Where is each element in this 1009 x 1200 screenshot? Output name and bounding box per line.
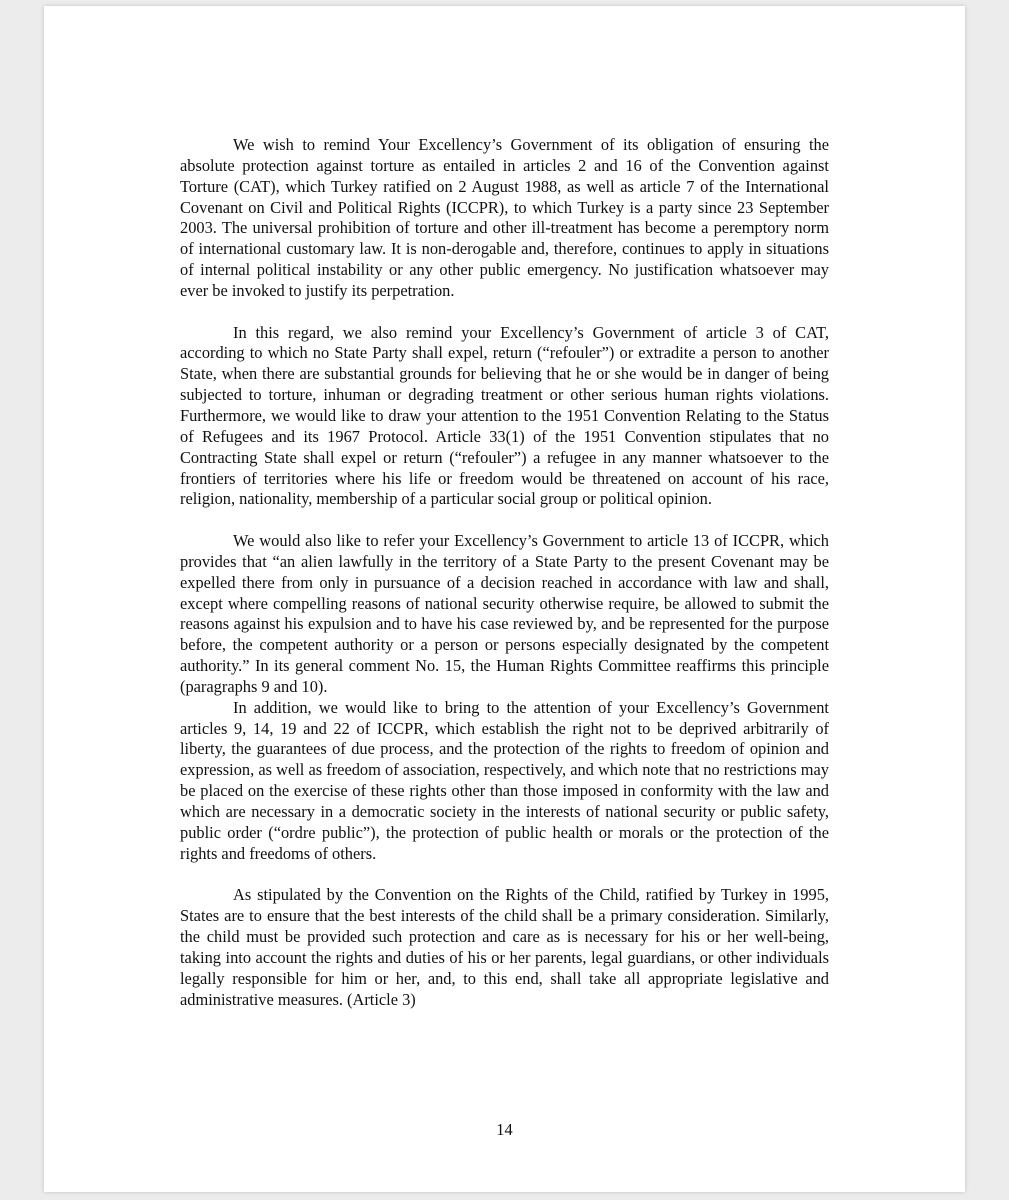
paragraph-due-process-freedoms: In addition, we would like to bring to the attention of your Excellency’s Government articles 9, 14, 19 and 22 of ICCPR, which establish the right not to be deprived arbitrarily of liberty, the guarantees of due process, and the protection of the rights to freedom of opinion and expression, as well as freedom of association, respectively, and which note that no restrictions may be placed on the exercise of these rights other than those imposed in conformity with the law and which are necessary in a democratic society in the interests of national security or public safety, public order (“ordre public”), the protection of public health or morals or the protection of the rights and freedoms of others. — [180, 697, 829, 863]
page-number: 14 — [496, 1120, 513, 1139]
page-body — [180, 135, 829, 1010]
paragraph-rights-of-child: As stipulated by the Convention on the Rights of the Child, ratified by Turkey in 1995, States are to ensure that the best interests of the child shall be a primary consideration. Similarly, the child must be provided such protection and care as is necessary for his or her well-being, taking into account the rights and duties of his or her parents, legal guardians, or other individuals legally responsible for him or her, and, to this end, shall take all appropriate legislative and administrative measures. (Article 3) — [180, 885, 829, 1009]
paragraph-non-refoulement: In this regard, we also remind your Excellency’s Government of article 3 of CAT, according to which no State Party shall expel, return (“refouler”) or extradite a person to another State, when there are substantial grounds for believing that he or she would be in danger of being subjected to torture, inhuman or degrading treatment or other serious human rights violations. Furthermore, we would like to draw your attention to the 1951 Convention Relating to the Status of Refugees and its 1967 Protocol. Article 33(1) of the 1951 Convention stipulates that no Contracting State shall expel or return (“refouler”) a refugee in any manner whatsoever to the frontiers of territories where his life or freedom would be threatened on account of his race, religion, nationality, membership of a particular social group or political opinion. — [180, 322, 829, 509]
paragraph-article-13-expulsion: We would also like to refer your Excellency’s Government to article 13 of ICCPR, which provides that “an alien lawfully in the territory of a State Party to the present Covenant may be expelled there from only in pursuance of a decision reached in accordance with law and shall, except where compelling reasons of national security otherwise require, be allowed to submit the reasons against his expulsion and to have his case reviewed by, and be represented for the purpose before, the competent authority or a person or persons especially designated by the competent authority.” In its general comment No. 15, the Human Rights Committee reaffirms this principle (paragraphs 9 and 10). — [180, 531, 829, 696]
document-page — [44, 6, 965, 1192]
paragraph-torture-prohibition: We wish to remind Your Excellency’s Government of its obligation of ensuring the absolute protection against torture as entailed in articles 2 and 16 of the Convention against Torture (CAT), which Turkey ratified on 2 August 1988, as well as article 7 of the International Covenant on Civil and Political Rights (ICCPR), to which Turkey is a party since 23 September 2003. The universal prohibition of torture and other ill-treatment has become a peremptory norm of international customary law. It is non-derogable and, therefore, continues to apply in situations of internal political instability or any other public emergency. No justification whatsoever may ever be invoked to justify its perpetration. — [180, 135, 829, 300]
